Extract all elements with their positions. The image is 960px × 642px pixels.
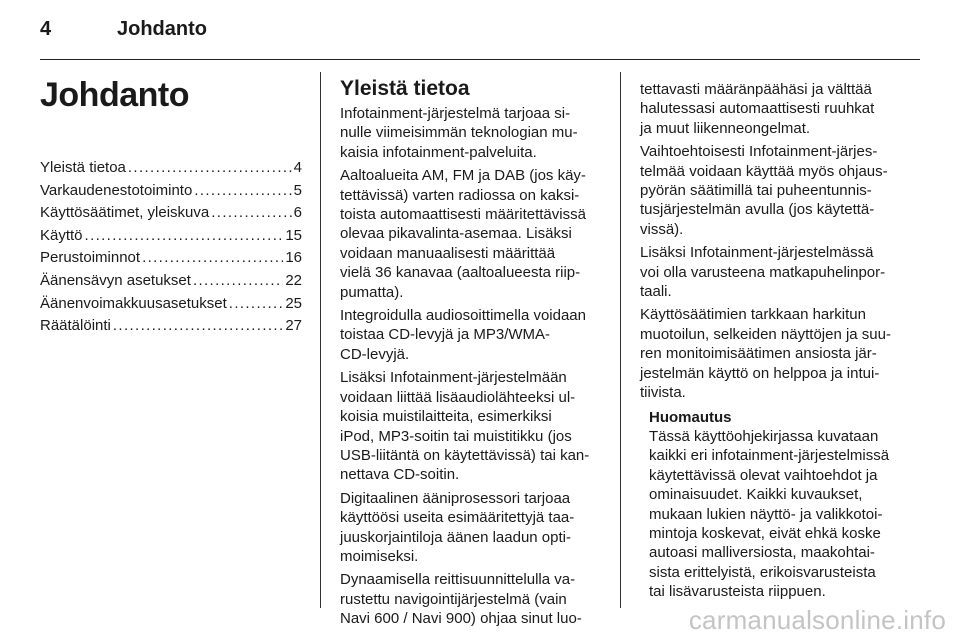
- toc-page: 4: [293, 159, 302, 176]
- toc-item[interactable]: [40, 248, 302, 271]
- toc-page: 27: [285, 317, 302, 335]
- column-divider-right: [620, 72, 621, 608]
- toc-leader: [194, 181, 291, 200]
- toc-page: 15: [285, 226, 302, 244]
- toc-page: 22: [285, 271, 302, 289]
- chapter-title: Johdanto: [40, 76, 189, 114]
- toc-leader: [85, 226, 284, 245]
- running-title: Johdanto: [117, 18, 207, 40]
- body-paragraph: Käyttösäätimien tarkkaan harkitun muotoilun, selkeiden näyttöjen ja suu- ren monitoimisäätimen ansiosta jär- jestelmän käyttö on helppoa ja intui- tiivista.: [640, 306, 891, 402]
- toc-leader: [211, 203, 291, 222]
- toc-label: Äänensävyn asetukset: [40, 271, 191, 289]
- toc-label: Räätälöinti: [40, 317, 111, 335]
- toc-leader: [113, 316, 283, 335]
- toc-label: Äänenvoimakkuusasetukset: [40, 294, 227, 312]
- toc-item[interactable]: [40, 181, 302, 204]
- note-box: [649, 408, 904, 602]
- toc-label: Perustoiminnot: [40, 249, 141, 267]
- toc-leader: [142, 248, 283, 267]
- section-heading: Yleistä tietoa: [340, 77, 470, 100]
- body-paragraph: Aaltoalueita AM, FM ja DAB (jos käy- tettävissä) varten radiossa on kaksi- toista automaattisesti määritettävissä olevaa pikavalinta-asemaa. Lisäksi voidaan manuaalisesti määrittää vielä 36 kanavaa (aaltoalueesta riip- pumatta).: [340, 167, 586, 301]
- toc-item[interactable]: [40, 294, 302, 317]
- body-paragraph: Lisäksi Infotainment-järjestelmässä voi olla varusteena matkapuhelinpor- taali.: [640, 244, 886, 301]
- body-paragraph: Integroidulla audiosoittimella voidaan toistaa CD-levyjä ja MP3/WMA- CD-levyjä.: [340, 307, 586, 363]
- toc-label: Varkaudenestotoiminto: [40, 181, 193, 199]
- toc-leader: [193, 271, 283, 290]
- toc-column: [40, 72, 302, 339]
- body-paragraph: Vaihtoehtoisesti Infotainment-järjes- telmää voidaan käyttää myös ohjaus- pyörän säätimillä tai puheentunnis- tusjärjestelmän avulla (jos käytettä- vissä).: [640, 143, 888, 238]
- body-column-middle: [340, 77, 604, 633]
- toc-label: Yleistä tietoa: [40, 159, 126, 176]
- toc-item[interactable]: [40, 226, 302, 249]
- toc-item[interactable]: [40, 158, 302, 181]
- toc-page: 5: [293, 181, 302, 199]
- note-text: Tässä käyttöohjekirjassa kuvataan kaikki eri infotainment-järjestelmissä käytettävissä olevat vaihtoehdot ja ominaisuudet. Kaikki kuvaukset, mukaan lukien näyttö- ja valikkotoi- mintoja koskevat, eivät ehkä koske autoasi malliversiosta, maakohtai- sista erittelyistä, erikoisvarusteista tai lisävarusteista riippuen.: [649, 427, 890, 601]
- column-divider-left: [320, 72, 321, 608]
- body-paragraph: Lisäksi Infotainment-järjestelmään voidaan liittää lisäaudiolähteeksi ul- koisia muistilaitteita, esimerkiksi iPod, MP3-soitin tai muistitikku (jos USB-liitäntä on käytettävissä) tai kan- nettava CD-soitin.: [340, 369, 590, 484]
- header-rule: [40, 59, 920, 60]
- toc-page: 16: [285, 249, 302, 267]
- toc-label: Käyttösäätimet, yleiskuva: [40, 204, 210, 222]
- toc-item[interactable]: [40, 203, 302, 226]
- body-paragraph: Dynaamisella reittisuunnittelulla va- rustettu navigointijärjestelmä (vain Navi 600 / Navi 900) ohjaa sinut luo-: [340, 571, 582, 628]
- page-number: 4: [40, 18, 52, 40]
- watermark: carmanualsonline.info: [688, 605, 946, 635]
- toc-leader: [128, 158, 292, 177]
- body-paragraph: Infotainment-järjestelmä tarjoaa si- nulle viimeisimmän teknologian mu- kaisia infotainment-palveluita.: [340, 105, 578, 161]
- body-paragraph: tettavasti määränpäähäsi ja välttää halutessasi automaattisesti ruuhkat ja muut liikenneongelmat.: [640, 81, 875, 137]
- body-column-right: [640, 80, 904, 602]
- toc-label: Käyttö: [40, 226, 83, 244]
- body-paragraph: Digitaalinen ääniprosessori tarjoaa käyttöösi useita esimääritettyjä taa- juuskorjaintiloja äänen laadun opti- moimiseksi.: [340, 489, 575, 565]
- toc-page: 6: [293, 204, 302, 222]
- note-title: Huomautus: [649, 408, 732, 426]
- toc-page: 25: [285, 294, 302, 312]
- toc-leader: [229, 294, 284, 313]
- toc-item[interactable]: [40, 271, 302, 294]
- page-header: [0, 0, 960, 60]
- toc-item[interactable]: [40, 316, 302, 339]
- toc-list: [40, 158, 302, 339]
